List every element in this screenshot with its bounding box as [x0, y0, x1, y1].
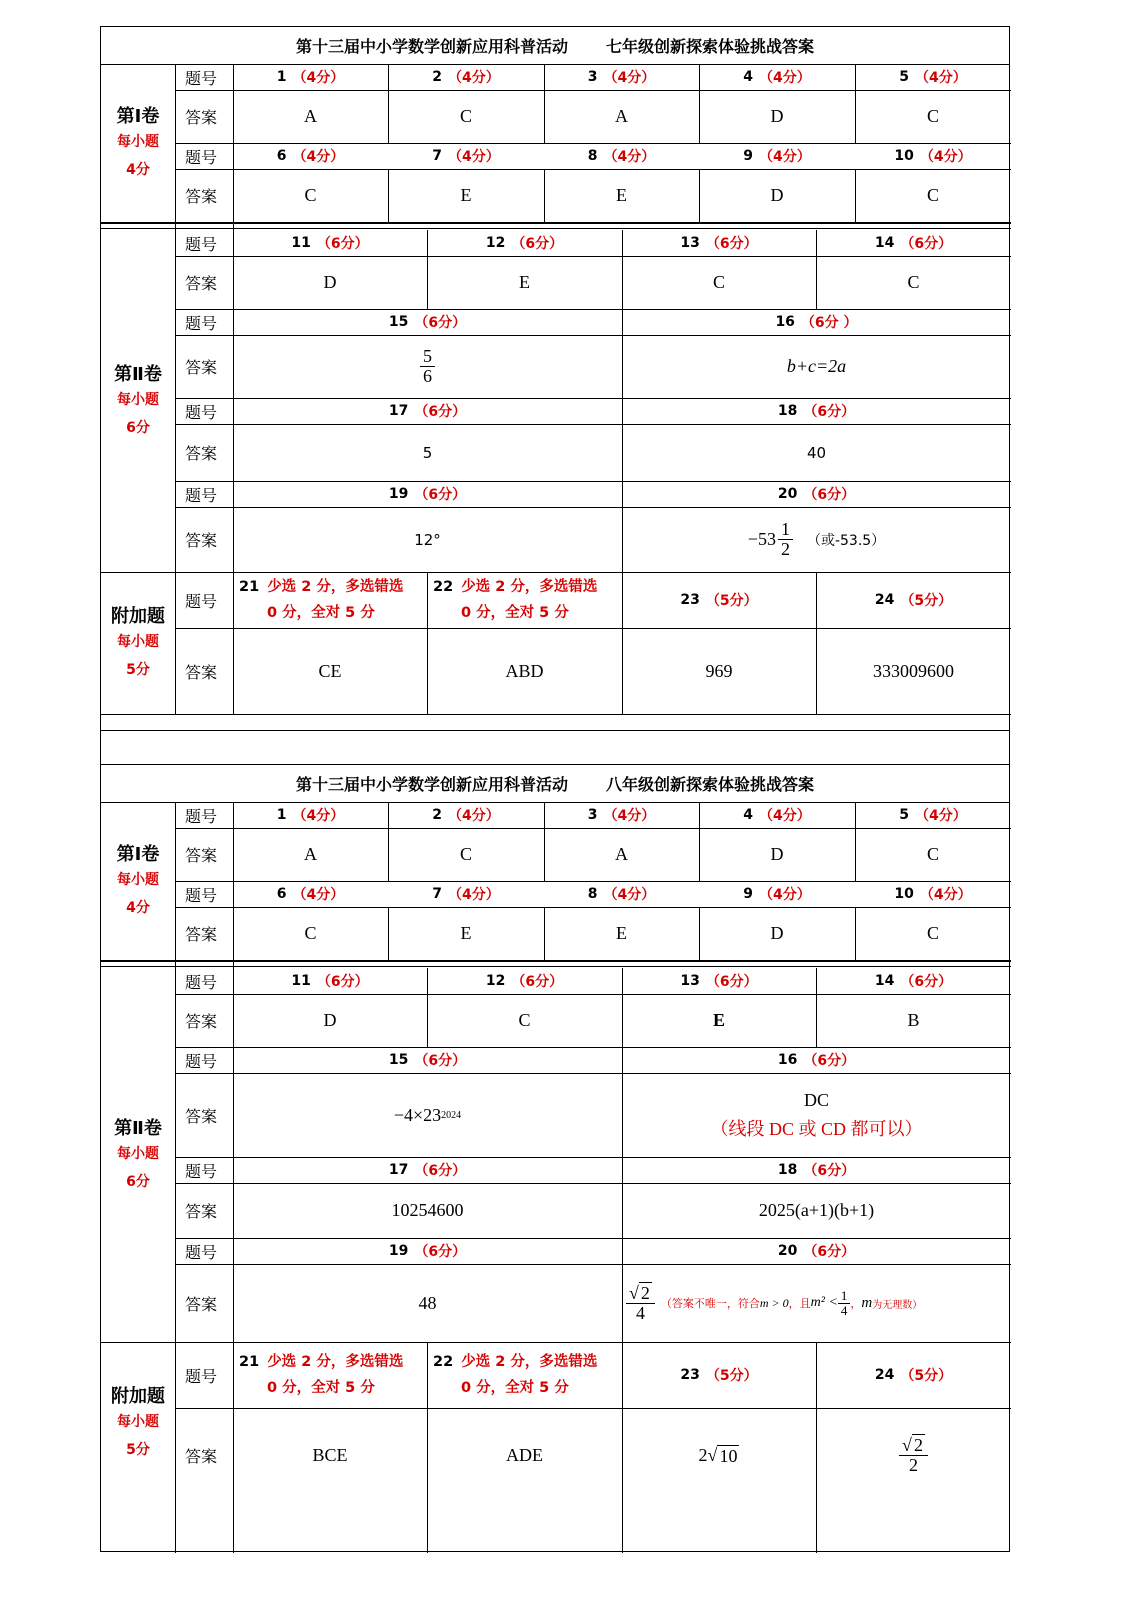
grade8-part2-label [101, 968, 175, 1342]
rule [544, 90, 545, 143]
section-sub1: 每小题 [117, 1413, 159, 1430]
q16-header: 16 （6分 ） [775, 314, 858, 331]
q1-header: 1 （4分） [276, 69, 345, 86]
q21-answer: CE [318, 660, 342, 681]
rule [175, 1238, 1011, 1239]
grade7-part1-label [101, 64, 175, 222]
section-sub2: 4分 [126, 900, 150, 916]
q23-answer: 969 [705, 660, 733, 681]
q24-header: 24 （5分） [874, 1367, 953, 1384]
q13-header: 13 （6分） [680, 235, 758, 252]
answer-label: 答案 [185, 1294, 218, 1314]
answer-label: 答案 [185, 925, 218, 944]
grade7-part2-label [101, 230, 175, 572]
q9-header: 9 （4分） [743, 148, 811, 165]
q14-header: 14 （6分） [874, 235, 953, 252]
answer-label: 答案 [185, 846, 218, 865]
q17-answer: 5 [422, 443, 433, 462]
rule [175, 335, 1011, 336]
section-sub1: 每小题 [117, 392, 159, 408]
fraction: $\frac{5}{6}$ [420, 347, 435, 386]
q15-header: 15 （6分） [388, 314, 467, 331]
answer-label: 答案 [185, 274, 218, 293]
q19-header: 19 （6分） [388, 486, 467, 503]
q11-header: 11 （6分） [291, 235, 369, 252]
question-label: 题号 [185, 885, 218, 905]
q22-header: 22 少选 2 分，多选错选 0 分，全对 5 分 [433, 1354, 598, 1396]
q7-header: 7 （4分） [432, 886, 500, 903]
q12-header: 12 （6分） [485, 973, 564, 990]
answer-label: 答案 [185, 108, 218, 127]
q1-header: 1 （4分） [276, 807, 345, 824]
grade8-title-right: 八年级创新探索体验挑战答案 [606, 775, 815, 794]
q4-answer: D [770, 106, 784, 126]
question-label: 题号 [185, 591, 218, 611]
q20-answer: −53 $\frac{1}{2}$ （或-53.5） [747, 519, 886, 559]
q16-answer: DC （线段 DC 或 CD 都可以） [710, 1089, 923, 1139]
section-name: 第Ⅱ卷 [114, 1118, 162, 1139]
rule [175, 169, 1011, 170]
rule [175, 628, 1011, 629]
rule [816, 230, 817, 309]
question-label: 题号 [185, 313, 218, 333]
rule [175, 1073, 1011, 1074]
rule [175, 828, 1011, 829]
grade8-answer-sheet [100, 764, 1010, 1552]
grade8-part1-label [101, 802, 175, 960]
q2-header: 2 （4分） [432, 807, 500, 824]
fraction: $\frac{1}{4}$ [838, 1289, 851, 1317]
q1-answer: A [304, 106, 317, 126]
section-name: 第Ⅰ卷 [116, 844, 160, 865]
q9-header: 9 （4分） [743, 886, 811, 903]
rule [101, 714, 1011, 715]
q6-header: 6 （4分） [276, 886, 345, 903]
rule [699, 907, 700, 960]
q5-answer: C [926, 844, 939, 864]
q18-header: 18 （6分） [777, 1162, 856, 1179]
question-label: 题号 [185, 806, 218, 826]
q19-answer: 12° [414, 530, 441, 549]
rule [233, 802, 234, 1553]
answer-label: 答案 [185, 444, 218, 463]
q9-answer: D [770, 185, 784, 205]
q8-answer: E [616, 185, 627, 205]
q23-answer: 2 √ 10 [698, 1445, 738, 1466]
section-name: 附加题 [111, 1385, 165, 1407]
rule [816, 1342, 817, 1553]
grade7-extra-label [101, 572, 175, 714]
rule [699, 169, 700, 222]
q8-header: 8 （4分） [587, 148, 656, 165]
rule [101, 1342, 1011, 1343]
grade8-title-left: 第十三届中小学数学创新应用科普活动 [295, 775, 568, 794]
answer-label: 答案 [185, 1012, 218, 1031]
rule [175, 256, 1011, 257]
grade7-answer-sheet [100, 26, 1010, 731]
section-name: 附加题 [111, 606, 165, 627]
q10-answer: C [926, 185, 939, 205]
q12-answer: E [519, 272, 530, 292]
q2-header: 2 （4分） [432, 69, 500, 86]
answer-label: 答案 [185, 1202, 218, 1221]
q8-header: 8 （4分） [587, 886, 656, 903]
q20-header: 20 （6分） [777, 486, 856, 503]
q3-header: 3 （4分） [587, 807, 656, 824]
q12-answer: C [518, 1010, 531, 1030]
q7-answer: E [460, 185, 472, 205]
rule [855, 802, 856, 828]
question-label: 题号 [185, 1051, 218, 1071]
fraction: $\frac{1}{2}$ [778, 520, 793, 559]
grade8-extra-label [101, 1342, 175, 1503]
answer-label: 答案 [185, 187, 218, 206]
q4-answer: D [770, 844, 784, 864]
rule [175, 1183, 1011, 1184]
rule [388, 64, 389, 90]
q14-answer: C [907, 272, 920, 292]
rule [175, 1408, 1011, 1409]
rule [101, 228, 1011, 229]
answer-label: 答案 [185, 358, 218, 377]
q4-header: 4 （4分） [743, 807, 811, 824]
question-label: 题号 [185, 68, 218, 88]
rule [101, 960, 1011, 962]
spacer-between-sheets [100, 731, 1010, 764]
q13-header: 13 （6分） [680, 973, 758, 990]
q17-header: 17 （6分） [388, 403, 467, 420]
q13-answer: E [712, 1010, 725, 1030]
q20-header: 20 （6分） [777, 1243, 856, 1260]
question-label: 题号 [185, 234, 218, 254]
q6-header: 6 （4分） [276, 148, 345, 165]
section-sub1: 每小题 [117, 872, 159, 888]
q11-answer: D [323, 272, 337, 292]
section-sub2: 6分 [126, 1174, 150, 1190]
q1-answer: A [304, 844, 317, 864]
section-sub1: 每小题 [117, 134, 159, 150]
q10-answer: C [926, 923, 939, 943]
q21-header: 21 少选 2 分，多选错选 0 分，全对 5 分 [239, 579, 404, 621]
rule [855, 828, 856, 881]
rule [175, 309, 1011, 310]
rule [175, 143, 1011, 144]
q7-answer: E [460, 923, 472, 943]
q11-answer: D [323, 1010, 337, 1030]
question-label: 题号 [185, 1242, 218, 1262]
q21-header: 21 少选 2 分，多选错选 0 分，全对 5 分 [239, 1354, 404, 1396]
rule [544, 64, 545, 90]
rule [388, 828, 389, 881]
q15-answer: −4×23 2024 [393, 1104, 462, 1125]
section-sub2: 5分 [126, 662, 150, 678]
q20-answer: $\frac{√ 2}{4}$ （答案不唯一，符合 m > 0 ，且 m² < $\frac{1}{4}$ ， m 为无理数） [622, 1264, 1011, 1342]
rule [175, 1157, 1011, 1158]
q18-header: 18 （6分） [777, 403, 856, 420]
question-label: 题号 [185, 972, 218, 992]
grade7-title-right: 七年级创新探索体验挑战答案 [606, 37, 815, 56]
question-label: 题号 [185, 1366, 218, 1386]
q13-answer: C [712, 272, 725, 292]
section-sub2: 5分 [126, 1441, 150, 1458]
q19-header: 19 （6分） [388, 1243, 467, 1260]
q18-answer: 2025(a+1)(b+1) [758, 1200, 875, 1220]
rule [388, 169, 389, 222]
section-name: 第Ⅰ卷 [116, 106, 160, 127]
rule [427, 572, 428, 714]
q15-header: 15 （6分） [388, 1052, 467, 1069]
rule [175, 398, 1011, 399]
rule [622, 968, 623, 1553]
rule [388, 907, 389, 960]
rule [427, 1342, 428, 1553]
fraction: $\frac{√ 2}{4}$ [626, 1284, 655, 1323]
rule [175, 481, 1011, 482]
q19-answer: 48 [418, 1292, 437, 1313]
q2-answer: C [459, 106, 472, 126]
rule [855, 907, 856, 960]
rule [175, 907, 1011, 908]
rule [427, 230, 428, 309]
q5-header: 5 （4分） [899, 807, 967, 824]
q22-answer: ADE [506, 1445, 543, 1465]
q8-answer: E [616, 923, 627, 943]
answer-label: 答案 [185, 1106, 218, 1126]
grade7-title-left: 第十三届中小学数学创新应用科普活动 [295, 37, 568, 56]
answer-label: 答案 [185, 531, 218, 550]
rule [544, 169, 545, 222]
q16-answer: b+c=2a [786, 356, 847, 376]
rule [233, 64, 234, 714]
q9-answer: D [770, 923, 784, 943]
q23-header: 23 （5分） [680, 592, 758, 609]
rule [175, 881, 1011, 882]
rule [175, 802, 176, 1553]
rule [175, 507, 1011, 508]
rule [544, 828, 545, 881]
q3-answer: A [615, 106, 628, 126]
q5-answer: C [926, 106, 939, 126]
rule [175, 1264, 1011, 1265]
q24-header: 24 （5分） [874, 592, 953, 609]
rule [622, 230, 623, 714]
q16-header: 16 （6分） [777, 1052, 856, 1069]
q12-header: 12 （6分） [485, 235, 564, 252]
rule [855, 90, 856, 143]
q22-answer: ABD [505, 660, 544, 681]
q4-header: 4 （4分） [743, 69, 811, 86]
q14-header: 14 （6分） [874, 973, 953, 990]
rule [699, 90, 700, 143]
q2-answer: C [459, 844, 472, 864]
rule [427, 968, 428, 1047]
rule [175, 64, 176, 714]
rule [816, 968, 817, 1047]
fraction: $\frac{√ 2}{2}$ [899, 1436, 928, 1475]
rule [175, 90, 1011, 91]
rule [175, 424, 1011, 425]
q18-answer: 40 [806, 443, 827, 462]
question-label: 题号 [185, 402, 218, 422]
rule [699, 64, 700, 90]
q24-answer [816, 1408, 1011, 1503]
q3-answer: A [615, 844, 628, 864]
question-label: 题号 [185, 1161, 218, 1181]
rule [101, 222, 1011, 224]
q17-answer: 10254600 [391, 1200, 464, 1220]
q24-answer: 333009600 [873, 660, 954, 681]
q10-header: 10 （4分） [894, 886, 972, 903]
section-sub2: 4分 [126, 162, 150, 178]
q6-answer: C [304, 185, 317, 205]
rule [101, 966, 1011, 967]
question-label: 题号 [185, 485, 218, 505]
rule [544, 907, 545, 960]
q11-header: 11 （6分） [291, 973, 369, 990]
q23-header: 23 （5分） [680, 1367, 758, 1384]
rule [855, 169, 856, 222]
q22-header: 22 少选 2 分，多选错选 0 分，全对 5 分 [433, 579, 598, 621]
rule [388, 90, 389, 143]
q7-header: 7 （4分） [432, 148, 500, 165]
answer-label: 答案 [185, 1447, 218, 1466]
section-sub1: 每小题 [117, 1146, 159, 1162]
section-name: 第Ⅱ卷 [114, 364, 162, 385]
rule [816, 572, 817, 714]
answer-label: 答案 [185, 662, 218, 682]
q14-answer: B [907, 1010, 920, 1030]
q21-answer: BCE [312, 1445, 348, 1465]
q15-answer [233, 335, 622, 398]
q3-header: 3 （4分） [587, 69, 656, 86]
rule [175, 994, 1011, 995]
section-sub2: 6分 [126, 420, 150, 436]
rule [101, 572, 1011, 573]
rule [388, 802, 389, 828]
rule [544, 802, 545, 828]
section-sub1: 每小题 [117, 634, 159, 650]
rule [175, 1047, 1011, 1048]
grade8-title [101, 765, 1009, 803]
question-label: 题号 [185, 147, 218, 167]
q5-header: 5 （4分） [899, 69, 967, 86]
rule [855, 64, 856, 90]
grade7-title [101, 27, 1009, 65]
q6-answer: C [304, 923, 317, 943]
q10-header: 10 （4分） [894, 148, 972, 165]
rule [699, 802, 700, 828]
q17-header: 17 （6分） [388, 1162, 467, 1179]
rule [699, 828, 700, 881]
